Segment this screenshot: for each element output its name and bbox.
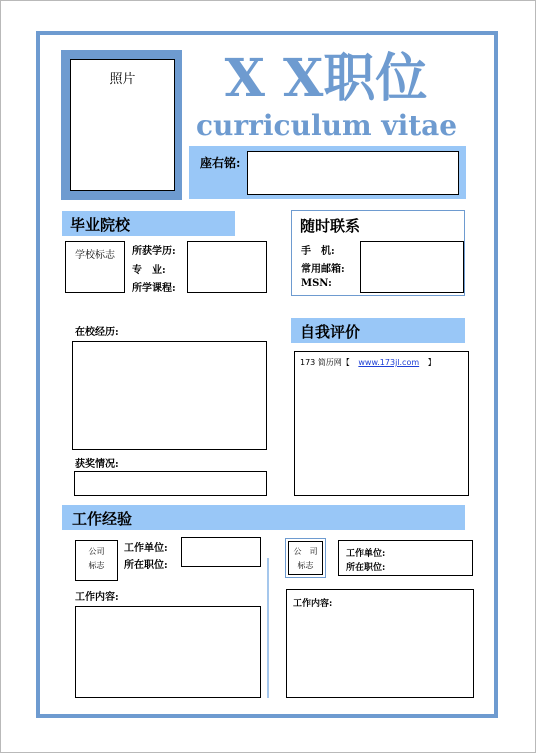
page-subtitle: curriculum vitae: [196, 109, 458, 142]
self-eval-prefix: 173 简历网【: [300, 358, 350, 367]
degree-label: 所获学历:: [132, 246, 176, 257]
msn-label: MSN:: [301, 278, 332, 289]
work-position-label-right: 所在职位:: [346, 563, 386, 573]
awards-label: 获奖情况:: [75, 459, 119, 470]
company-logo-line2-left: 标志: [88, 561, 105, 570]
school-info-field[interactable]: [187, 241, 267, 293]
work-column-divider: [267, 558, 269, 698]
page-title: X X职位: [224, 48, 428, 109]
contact-section-title: 随时联系: [300, 217, 361, 235]
major-label: 专 业:: [132, 265, 166, 276]
school-section-title: 毕业院校: [70, 216, 131, 234]
work-unit-label-left: 工作单位:: [124, 543, 168, 554]
self-eval-field[interactable]: [294, 351, 469, 496]
motto-field[interactable]: [247, 151, 459, 195]
company-logo-label-right: [288, 545, 323, 573]
photo-label: 照片: [109, 72, 136, 87]
company-logo-line2-right: 标志: [297, 561, 314, 570]
work-content-field-left[interactable]: [75, 606, 261, 698]
self-eval-text: [300, 357, 436, 368]
email-label: 常用邮箱:: [301, 264, 345, 275]
work-section-title: 工作经验: [72, 510, 133, 528]
work-unit-label-right: 工作单位:: [346, 549, 386, 559]
school-logo-label: 学校标志: [75, 250, 115, 261]
courses-label: 所学课程:: [132, 283, 176, 294]
phone-label: 手 机:: [301, 246, 335, 257]
company-logo-line1-left: 公司: [88, 547, 105, 556]
company-logo-label-left: [75, 545, 118, 573]
work-unit-field-left[interactable]: [181, 537, 261, 567]
awards-field[interactable]: [74, 471, 267, 496]
self-eval-link[interactable]: www.173jl.com: [358, 358, 420, 367]
work-position-label-left: 所在职位:: [124, 560, 168, 571]
work-content-label-right: 工作内容:: [293, 599, 333, 609]
contact-field[interactable]: [360, 241, 464, 293]
school-experience-field[interactable]: [72, 341, 267, 450]
company-logo-line1-right: 公 司: [293, 547, 318, 556]
work-content-label-left: 工作内容:: [75, 592, 119, 603]
self-eval-suffix: 】: [427, 358, 436, 367]
self-eval-title: 自我评价: [300, 323, 361, 341]
school-experience-label: 在校经历:: [75, 327, 119, 338]
motto-label: 座右铭:: [200, 156, 241, 170]
